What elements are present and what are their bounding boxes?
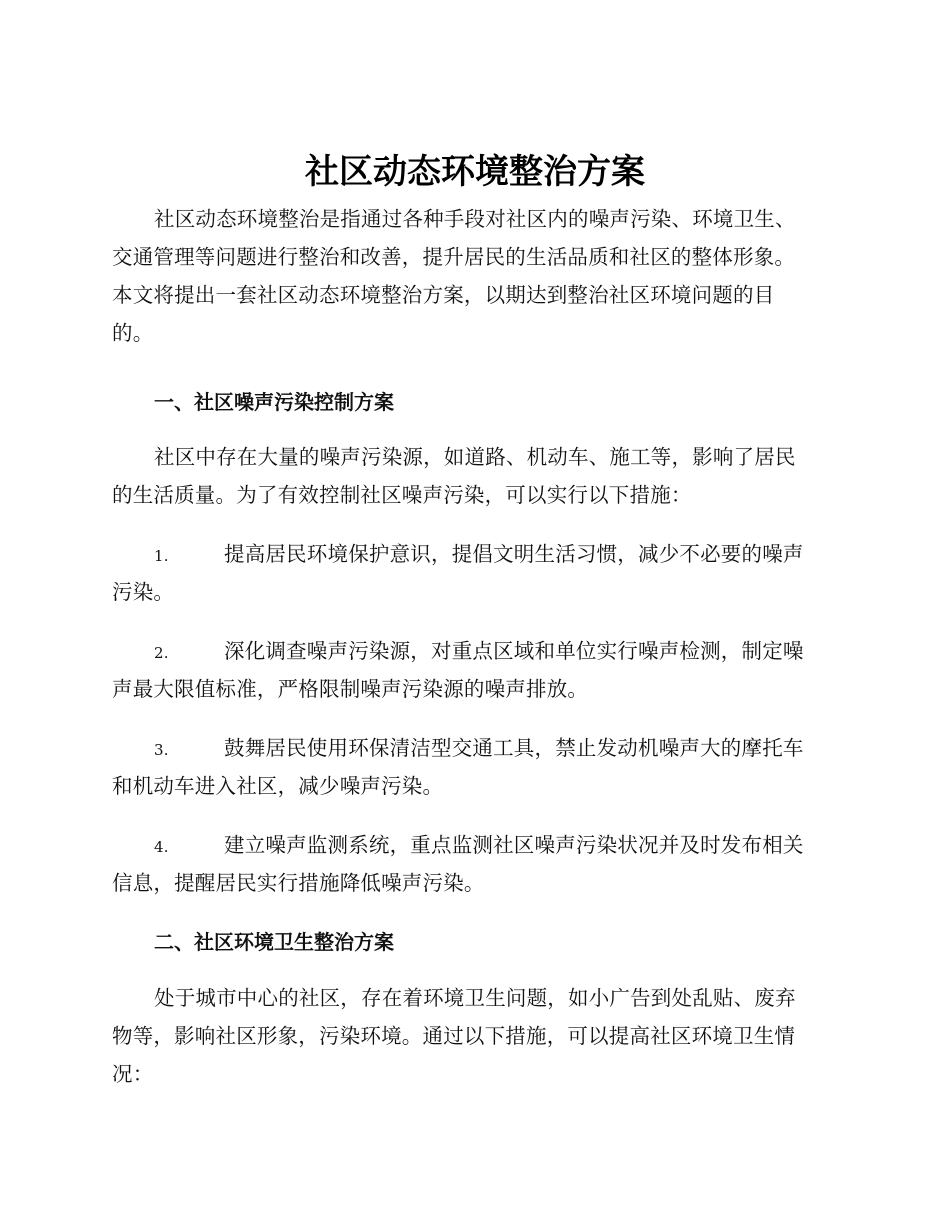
paragraph-line: 物等，影响社区形象，污染环境。通过以下措施，可以提高社区环境卫生情: [112, 1024, 796, 1048]
section-heading-noise: 一、社区噪声污染控制方案: [154, 390, 394, 414]
list-item-first-line: [112, 826, 838, 864]
list-number: 2.: [154, 644, 169, 662]
list-item-text: 深化调查噪声污染源，对重点区域和单位实行噪声检测，制定噪: [224, 639, 804, 663]
paragraph-line: 的生活质量。为了有效控制社区噪声污染，可以实行以下措施：: [112, 483, 692, 507]
document-title: 社区动态环境整治方案: [305, 152, 645, 192]
sanitation-intro-paragraph: [112, 979, 838, 1093]
list-item-text: 鼓舞居民使用环保清洁型交通工具，禁止发动机噪声大的摩托车: [224, 736, 804, 760]
list-item-text: 提高居民环境保护意识，提倡文明生活习惯，减少不必要的噪声: [224, 542, 804, 566]
list-item-first-line: [112, 632, 838, 670]
list-number: 4.: [154, 838, 169, 856]
noise-intro-paragraph: [112, 438, 838, 514]
paragraph-line: 处于城市中心的社区，存在着环境卫生问题，如小广告到处乱贴、废弃: [154, 986, 796, 1010]
list-item-first-line: [112, 535, 838, 573]
list-item-first-line: [112, 729, 838, 767]
list-number: 3.: [154, 741, 169, 759]
list-item: [112, 826, 838, 902]
intro-paragraph: [112, 200, 838, 352]
section-heading-sanitation: 二、社区环境卫生整治方案: [154, 930, 394, 954]
paragraph-line: 社区中存在大量的噪声污染源，如道路、机动车、施工等，影响了居民: [154, 445, 796, 469]
list-item-second-line: 污染。: [112, 580, 175, 604]
intro-line: 交通管理等问题进行整治和改善，提升居民的生活品质和社区的整体形象。: [112, 245, 796, 269]
intro-line: 本文将提出一套社区动态环境整治方案，以期达到整治社区环境问题的目: [112, 283, 775, 307]
list-item: [112, 632, 838, 708]
list-item: [112, 729, 838, 805]
intro-line: 的。: [112, 321, 154, 345]
list-number: 1.: [154, 547, 169, 565]
list-item: [112, 535, 838, 611]
list-item-second-line: 和机动车进入社区，减少噪声污染。: [112, 774, 444, 798]
list-item-second-line: 声最大限值标准，严格限制噪声污染源的噪声排放。: [112, 677, 589, 701]
intro-line: 社区动态环境整治是指通过各种手段对社区内的噪声污染、环境卫生、: [154, 207, 796, 231]
list-item-second-line: 信息，提醒居民实行措施降低噪声污染。: [112, 871, 485, 895]
paragraph-line: 况：: [112, 1062, 154, 1086]
list-item-text: 建立噪声监测系统，重点监测社区噪声污染状况并及时发布相关: [224, 833, 804, 857]
